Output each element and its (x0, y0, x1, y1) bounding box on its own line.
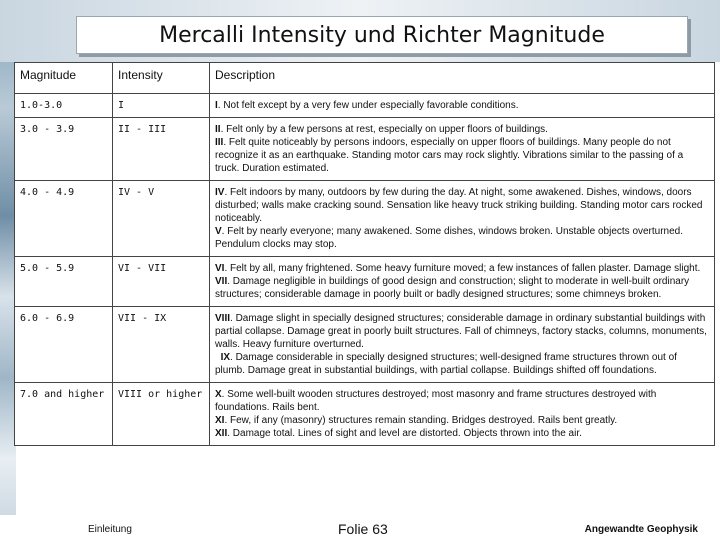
description-line (215, 427, 709, 440)
description-cell (210, 118, 715, 181)
table-row (15, 118, 715, 181)
intensity-label: V (215, 226, 222, 237)
description-text: . Some well-built wooden structures destroyed; most masonry and frame structures destroyed with foundations. Rails bent. (215, 389, 657, 413)
header-intensity: Intensity (113, 63, 210, 94)
table-row (15, 383, 715, 446)
description-text: . Few, if any (masonry) structures remain standing. Bridges destroyed. Rails bent greatly. (224, 415, 618, 426)
table-row (15, 181, 715, 257)
mercalli-table (14, 62, 715, 446)
description-text: . Damage total. Lines of sight and level are distorted. Objects thrown into the air. (227, 428, 582, 439)
description-text: . Felt indoors by many, outdoors by few during the day. At night, some awakened. Dishes, windows, doors disturbed; walls make cracking sound. Sensation like heavy truck striking building. Standing motor cars rocked noticeably. (215, 187, 703, 224)
magnitude-cell: 6.0 - 6.9 (15, 307, 113, 383)
magnitude-cell: 5.0 - 5.9 (15, 257, 113, 307)
description-cell (210, 181, 715, 257)
table-header-row (15, 63, 715, 94)
intensity-label: X (215, 389, 222, 400)
intensity-cell: IV - V (113, 181, 210, 257)
description-text: . Damage negligible in buildings of good design and construction; slight to moderate in well-built ordinary structures; considerable damage in poorly built or badly designed structures; some chimneys broken. (215, 276, 690, 300)
description-text: . Not felt except by a very few under especially favorable conditions. (217, 100, 519, 111)
description-text: . Damage considerable in specially designed structures; well-designed frame structures thrown out of plumb. Damage great in substantial buildings, with partial collapse. Buildings shifted off foundations. (215, 352, 677, 376)
description-text: . Felt by nearly everyone; many awakened. Some dishes, windows broken. Unstable objects overturned. Pendulum clocks may stop. (215, 226, 684, 250)
footer-course-name: Angewandte Geophysik (584, 524, 698, 535)
title-box (76, 16, 688, 54)
page-title: Mercalli Intensity und Richter Magnitude (159, 22, 605, 48)
description-cell (210, 257, 715, 307)
intensity-label: VII (215, 276, 228, 287)
description-cell (210, 94, 715, 118)
description-line (215, 186, 709, 225)
intensity-label: IV (215, 187, 225, 198)
footer-section-label: Einleitung (88, 524, 132, 535)
description-line (215, 351, 709, 377)
magnitude-cell: 1.0-3.0 (15, 94, 113, 118)
description-text: . Felt only by a few persons at rest, especially on upper floors of buildings. (220, 124, 548, 135)
header-magnitude: Magnitude (15, 63, 113, 94)
intensity-label: III (215, 137, 224, 148)
intensity-cell: II - III (113, 118, 210, 181)
magnitude-cell: 4.0 - 4.9 (15, 181, 113, 257)
header-description: Description (210, 63, 715, 94)
intensity-cell: VII - IX (113, 307, 210, 383)
magnitude-cell: 7.0 and higher (15, 383, 113, 446)
description-line (215, 123, 709, 136)
intensity-label: VI (215, 263, 225, 274)
description-line (215, 312, 709, 351)
table-row (15, 94, 715, 118)
description-line (215, 414, 709, 427)
footer (0, 515, 720, 540)
description-line (215, 388, 709, 414)
intensity-label: XII (215, 428, 228, 439)
table-row (15, 257, 715, 307)
intensity-cell: VI - VII (113, 257, 210, 307)
description-line (215, 225, 709, 251)
intensity-label: II (215, 124, 221, 135)
table-row (15, 307, 715, 383)
description-line (215, 262, 709, 275)
intensity-cell: I (113, 94, 210, 118)
description-line (215, 275, 709, 301)
description-text: . Felt quite noticeably by persons indoors, especially on upper floors of buildings. Many people do not recognize it as an earthquake. Standing motor cars may rock slightly. Vibrations similar to the passing of a truck. Duration estimated. (215, 137, 684, 174)
description-cell (210, 307, 715, 383)
intensity-label: VIII (215, 313, 231, 324)
magnitude-cell: 3.0 - 3.9 (15, 118, 113, 181)
description-text: . Damage slight in specially designed structures; considerable damage in ordinary substantial buildings with partial collapse. Damage great in poorly built structures. Fall of chimneys, factory stacks, columns, monuments, walls. Heavy furniture overturned. (215, 313, 707, 350)
intensity-label: IX (220, 352, 231, 363)
description-cell (210, 383, 715, 446)
intensity-label: I (215, 100, 218, 111)
description-text: . Felt by all, many frightened. Some heavy furniture moved; a few instances of fallen plaster. Damage slight. (224, 263, 701, 274)
intensity-label: XI (215, 415, 225, 426)
intensity-cell: VIII or higher (113, 383, 210, 446)
description-line (215, 136, 709, 175)
description-line (215, 99, 709, 112)
footer-slide-number: Folie 63 (338, 521, 388, 537)
